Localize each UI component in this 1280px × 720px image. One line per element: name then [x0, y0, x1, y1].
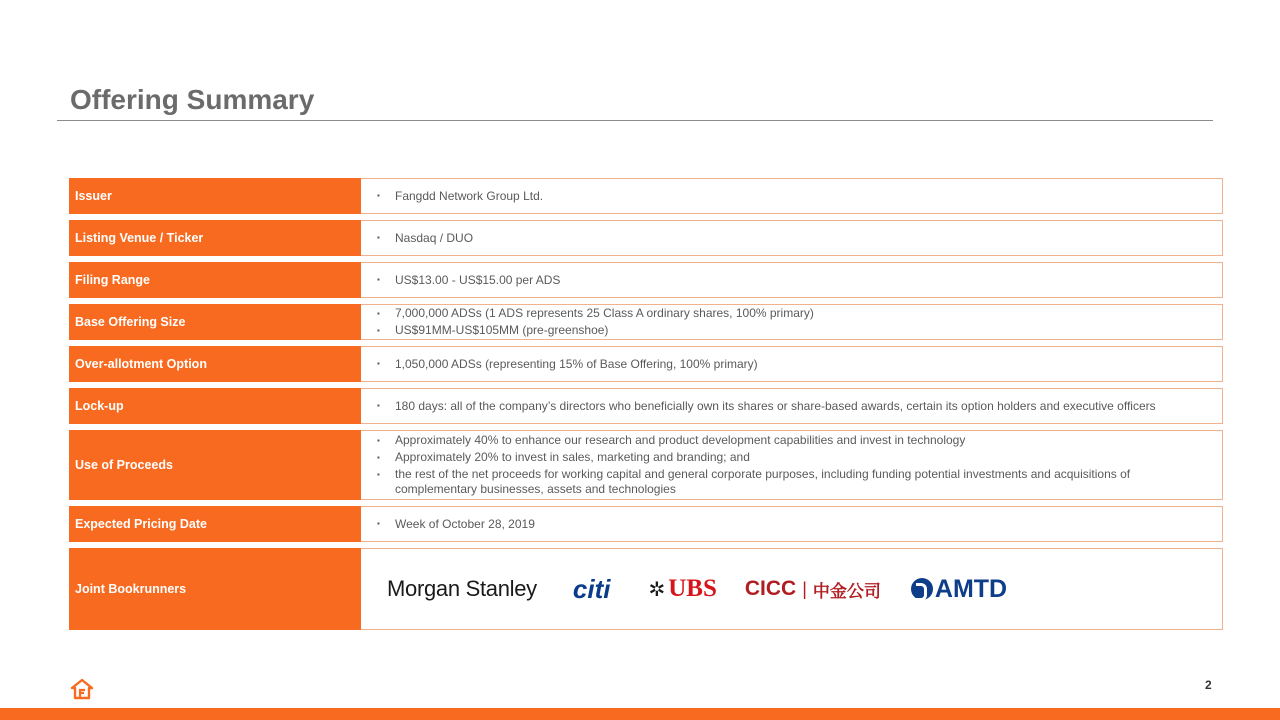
row-use-of-proceeds [69, 430, 1223, 500]
citi-logo-text: citi [572, 573, 611, 604]
ubs-keys-icon: ✲ [648, 577, 666, 601]
row-joint-bookrunners [69, 548, 1223, 630]
row-content [361, 388, 1223, 424]
cicc-separator: | [802, 578, 807, 599]
row-label: Use of Proceeds [69, 430, 361, 500]
title-divider [57, 120, 1213, 121]
row-content [361, 346, 1223, 382]
bullet-text: ▪ the rest of the net proceeds for working capital and general corporate purposes, including funding potential investments and acquisitions of complementary businesses, assets and technologies [377, 467, 1202, 497]
amtd-mark-icon [911, 578, 933, 600]
row-label: Joint Bookrunners [69, 548, 361, 630]
page-title: Offering Summary [70, 84, 315, 115]
row-issuer [69, 178, 1223, 214]
row-label: Listing Venue / Ticker [69, 220, 361, 256]
cicc-logo-chinese: 中金公司 [812, 581, 881, 601]
row-content [361, 220, 1223, 256]
footer-bar [0, 708, 1280, 720]
ubs-logo [648, 575, 716, 603]
row-label: Issuer [69, 178, 361, 214]
row-content [361, 304, 1223, 340]
bookrunner-logos [361, 548, 1223, 630]
row-over-allotment [69, 346, 1223, 382]
row-label: Over-allotment Option [69, 346, 361, 382]
row-content [361, 506, 1223, 542]
morgan-stanley-logo-text: Morgan Stanley [387, 576, 537, 601]
home-logo-icon [70, 678, 94, 700]
cicc-logo-text: CICC [744, 577, 797, 600]
bullet-text: ▪ Nasdaq / DUO [377, 230, 1202, 246]
bullet-text: ▪ Week of October 28, 2019 [377, 516, 1202, 532]
bullet-text: ▪ Approximately 20% to invest in sales, marketing and branding; and [377, 450, 1202, 465]
row-filing-range [69, 262, 1223, 298]
bullet-text: ▪ US$91MM-US$105MM (pre-greenshoe) [377, 323, 1202, 338]
citi-logo [573, 574, 611, 605]
bullet-text: ▪ 1,050,000 ADSs (representing 15% of Base Offering, 100% primary) [377, 356, 1202, 372]
row-label: Filing Range [69, 262, 361, 298]
bullet-text: ▪ 180 days: all of the company’s directors who beneficially own its shares or share-based awards, certain its option holders and executive officers [377, 398, 1202, 414]
row-content [361, 178, 1223, 214]
amtd-logo [911, 575, 1007, 604]
row-label: Lock-up [69, 388, 361, 424]
row-lock-up [69, 388, 1223, 424]
morgan-stanley-logo [387, 576, 537, 602]
bullet-text: ▪ Approximately 40% to enhance our research and product development capabilities and invest in technology [377, 433, 1202, 448]
amtd-logo-text: AMTD [934, 574, 1008, 603]
row-label: Base Offering Size [69, 304, 361, 340]
bullet-text: ▪ US$13.00 - US$15.00 per ADS [377, 272, 1202, 288]
ubs-logo-text: UBS [668, 575, 717, 602]
row-content [361, 430, 1223, 500]
bullet-text: ▪ 7,000,000 ADSs (1 ADS represents 25 Class A ordinary shares, 100% primary) [377, 306, 1202, 321]
bullet-text: ▪ Fangdd Network Group Ltd. [377, 188, 1202, 204]
row-listing-venue [69, 220, 1223, 256]
cicc-logo [745, 577, 881, 602]
row-content [361, 262, 1223, 298]
row-expected-pricing-date [69, 506, 1223, 542]
row-base-offering-size [69, 304, 1223, 340]
row-label: Expected Pricing Date [69, 506, 361, 542]
page-number: 2 [1205, 678, 1212, 692]
